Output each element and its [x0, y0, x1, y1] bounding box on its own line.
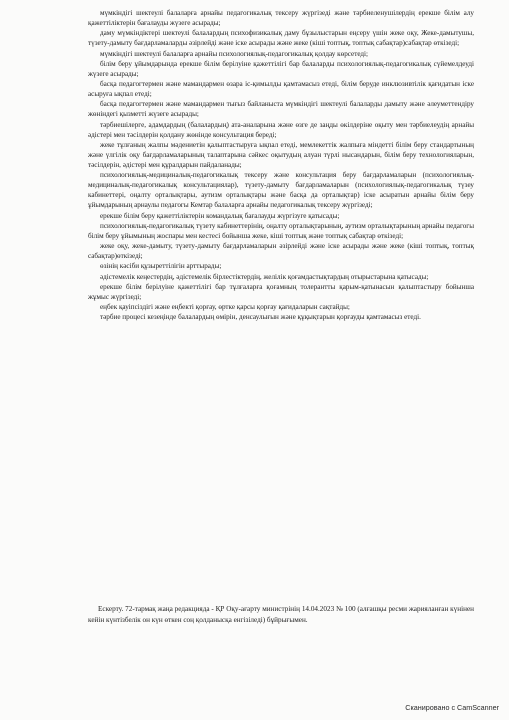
paragraph: жеке оқу, жеке-дамыту, түзету-дамыту бағдарламаларын әзірлейді және іске асырады және жеке (кіші топтық, топтық сабақтар)өткізеді; — [88, 242, 474, 261]
paragraph: ерекше білім берілуіне қажеттілігі бар тұлғаларға қоғамның толерантты қарым-қатынасын қалыптастыру бойынша жұмыс жүргізеді; — [88, 282, 474, 301]
document-body — [88, 8, 474, 323]
paragraph: ерекше білім беру қажеттіліктерін командалық бағалауды жүргізуге қатысады; — [100, 211, 340, 220]
paragraph: психологиялық-медициналық-педагогикалық тексеру және консультация беру бағдарламаларын (психологиялық-медициналық-педагогикалық консультациялар), түзету-дамыту бағдарламаларын (психологиялық-педагогикалық түзеу кабинеттері, оңалту орталықтары, аутизм орталықтары және басқа да орталықтар) іске асыратын арнайы білім беру ұйымдарының арнаулы педагогы Кемтар балаларға арнайы педагогикалық тексеру жүргізеді; — [88, 171, 474, 210]
paragraph: әдістемелік кеңестердің, әдістемелік бірлестіктердің, желілік қоғамдастықтардың отырыстарына қатысады; — [100, 272, 429, 281]
paragraph: психологиялық-педагогикалық түзету кабинеттерінің, оңалту орталықтарының, аутизм орталықтарының арнайы педагогы білім беру ұйымының жоспары мен кестесі бойынша жеке, кіші топтық және топтық сабақтар өткізеді; — [88, 221, 474, 240]
paragraph: мүмкіндігі шектеулі балаларға арнайы педагогикалық тексеру жүргізеді және тәрбиеленушілердің ерекше білім алу қажеттіліктерін бағалауды жүзеге асырады; — [88, 9, 474, 28]
paragraph: басқа педагогтермен және мамандармен өзара іс-қимылды қамтамасыз етеді, білім беруде инклюзивтілік қағидатын іске асыруға ықпал етеді; — [88, 80, 474, 99]
paragraph: жеке тұлғаның жалпы мәдениетін қалыптастыруға ықпал етеді, мемлекеттік жалпыға міндетті білім беру стандартының және үлгілік оқу бағдарламаларының талаптарына сәйкес оқытудың алуан түрлі нысандарын, білім беру технологияларын, тәсілдерін, әдістері мен құралдарын пайдаланады; — [88, 140, 474, 170]
scanner-watermark: Сканировано с CamScanner — [405, 703, 499, 712]
paragraph: білім беру ұйымдарында ерекше білім берілуіне қажеттілігі бар балаларды психологиялық-педагогикалық сүйемелдеуді жүзеге асырады; — [88, 59, 474, 78]
paragraph: басқа педагогтермен және мамандармен тығыз байланыста мүмкіндігі шектеулі балаларды дамыту және әлеуметтендіру жөніндегі қызметті жүзеге асырады; — [88, 100, 474, 119]
paragraph: даму мүмкіндіктері шектеулі балалардың психофизикалық даму бұзылыстарын еңсеру үшін жеке оқу, Жеке-дамытушы, түзету-дамыту бағдарламаларды әзірлейді және іске асырады және жеке (кіші топтық, топтық сабақтар)сабақтар өткізеді; — [88, 29, 474, 48]
paragraph: мүмкіндігі шектеулі балаларға арнайы психологиялық-педагогикалық қолдау көрсетеді; — [100, 49, 368, 58]
paragraph: тәрбие процесі кезеңінде балалардың өмірін, денсаулығын және құқықтарын қорғауды қамтамасыз етеді. — [100, 313, 421, 322]
paragraph: тәрбиешілерге, адамдардың (балалардың) ата-аналарына және өзге де заңды өкілдеріне оқыту мен тәрбиелеудің арнайы әдістері мен тәсілдерін қолдану жөнінде консультация береді; — [88, 120, 474, 139]
amendment-note-text: Ескерту. 72-тармақ жаңа редакцияда - ҚР Оқу-ағарту министрінің 14.04.2023 № 100 (алғашқы ресми жарияланған күнінен кейін күнтізбелік он күн өткен соң қолданысқа енгізіледі) бұйрығымен. — [88, 605, 474, 624]
paragraph: өзінің кәсіби құзыреттілігін арттырады; — [100, 262, 222, 271]
amendment-note — [88, 604, 474, 625]
paragraph: еңбек қауіпсіздігі және еңбекті қорғау, өртке қарсы қорғау қағидаларын сақтайды; — [100, 303, 350, 312]
